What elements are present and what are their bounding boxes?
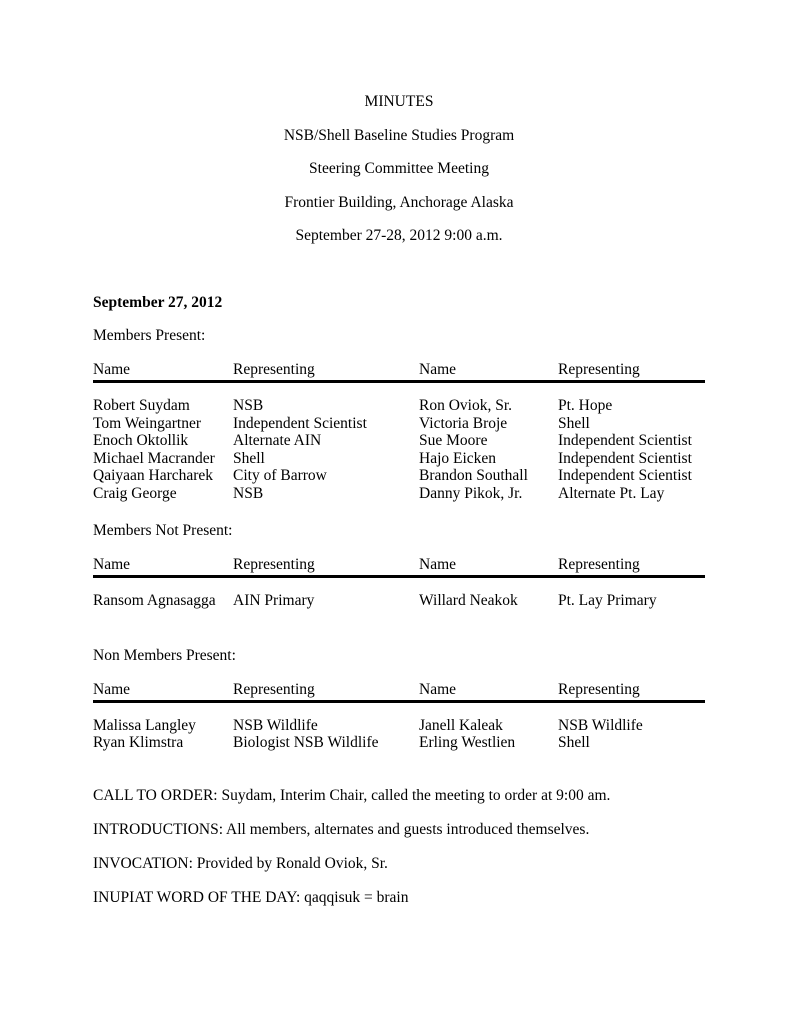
attendee-representing: Alternate Pt. Lay [558,484,665,502]
attendee-name: Janell Kaleak [419,716,503,734]
introductions-paragraph: INTRODUCTIONS: All members, alternates and guests introduced themselves. [93,820,590,838]
attendee-representing: NSB Wildlife [233,716,318,734]
section-label-members-not-present: Members Not Present: [93,522,233,539]
table-body [93,578,705,610]
attendee-name: Victoria Broje [419,414,508,432]
date-heading: September 27, 2012 [93,294,223,311]
section-members-not-present [93,522,705,610]
section-non-members-present [93,647,705,752]
attendee-name: Hajo Eicken [419,449,497,467]
doc-datetime: September 27-28, 2012 9:00 a.m. [295,227,503,244]
attendee-name: Qaiyaan Harcharek [93,467,214,484]
body-paragraphs [93,787,705,907]
attendee-name: Robert Suydam [93,397,190,414]
column-header: Name [419,680,457,698]
invocation-paragraph: INVOCATION: Provided by Ronald Oviok, Sr. [93,854,388,872]
attendee-name: Ryan Klimstra [93,734,184,751]
column-header: Name [93,680,131,698]
attendee-representing: Biologist NSB Wildlife [233,734,379,751]
doc-subtitle-meeting: Steering Committee Meeting [309,160,489,177]
members-not-present-table [93,556,705,610]
attendee-name: Willard Neakok [419,592,518,609]
table-header-row [93,681,705,703]
attendee-representing: NSB Wildlife [558,716,643,734]
attendee-representing: NSB [233,484,264,502]
attendee-representing: Independent Scientist [558,432,692,449]
column-header: Representing [558,680,640,698]
attendee-representing: NSB [233,397,264,414]
column-header: Representing [558,556,640,573]
attendee-name: Ransom Agnasagga [93,592,216,609]
column-header: Name [419,556,457,573]
attendee-representing: Independent Scientist [558,449,692,467]
attendee-representing: Independent Scientist [558,467,692,484]
attendee-representing: Shell [558,414,590,432]
attendee-representing: Independent Scientist [233,414,367,432]
members-present-table [93,361,705,502]
attendee-name: Ron Oviok, Sr. [419,397,513,414]
attendee-representing: Shell [233,449,265,467]
section-label-non-members-present: Non Members Present: [93,646,236,664]
doc-title: MINUTES [364,93,434,110]
attendee-name: Erling Westlien [419,734,516,751]
doc-location: Frontier Building, Anchorage Alaska [284,193,514,211]
attendee-name: Tom Weingartner [93,414,202,432]
column-header: Name [93,556,131,573]
section-members-present [93,327,705,502]
attendee-name: Danny Pikok, Jr. [419,484,523,502]
doc-subtitle-program: NSB/Shell Baseline Studies Program [283,126,515,144]
non-members-present-table [93,681,705,752]
attendee-name: Michael Macrander [93,449,215,467]
attendee-name: Brandon Southall [419,467,528,484]
table-body [93,383,705,502]
attendee-representing: City of Barrow [233,467,327,484]
attendee-name: Craig George [93,484,177,502]
inupiat-word-paragraph: INUPIAT WORD OF THE DAY: qaqqisuk = brain [93,888,409,906]
attendee-name: Malissa Langley [93,716,196,734]
attendee-representing: Shell [558,734,590,751]
column-header: Representing [233,556,315,573]
column-header: Representing [558,361,640,378]
call-to-order-paragraph: CALL TO ORDER: Suydam, Interim Chair, called the meeting to order at 9:00 am. [93,786,611,804]
section-label-members-present: Members Present: [93,327,206,344]
attendee-representing: AIN Primary [233,592,315,609]
attendee-name: Sue Moore [419,432,488,449]
title-block [93,93,705,245]
table-body [93,703,705,752]
column-header: Name [419,361,457,378]
column-header: Name [93,361,131,378]
column-header: Representing [233,680,315,698]
table-header-row [93,361,705,383]
attendee-name: Enoch Oktollik [93,432,189,449]
column-header: Representing [233,361,315,378]
attendee-representing: Pt. Lay Primary [558,592,657,609]
table-header-row [93,556,705,578]
attendee-representing: Pt. Hope [558,397,613,414]
attendee-representing: Alternate AIN [233,432,322,449]
